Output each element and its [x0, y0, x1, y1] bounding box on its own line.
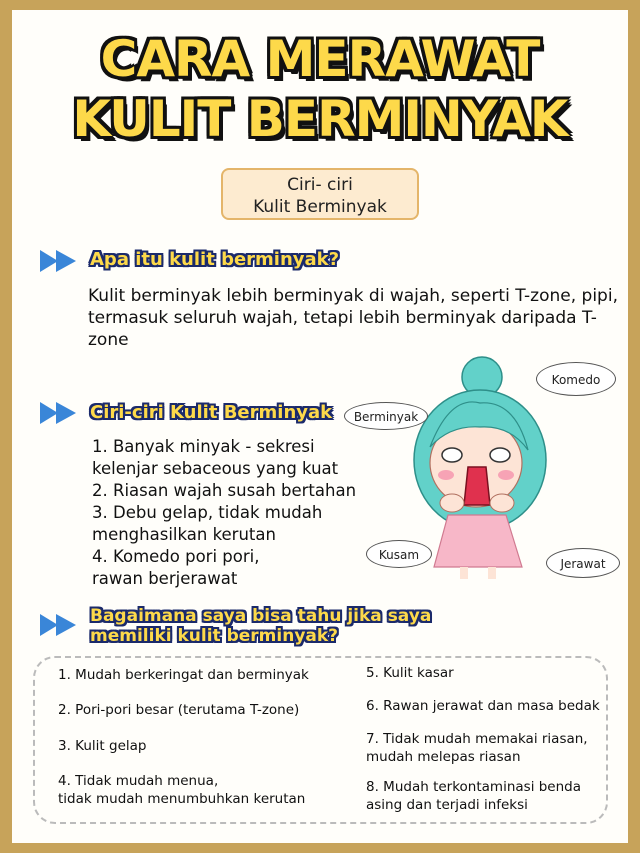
subtitle-badge: [221, 168, 419, 220]
bubble-berminyak: Berminyak: [344, 402, 428, 430]
checklist-item: 8. Mudah terkontaminasi benda asing dan terjadi infeksi: [366, 779, 582, 813]
bubble-kusam: Kusam: [366, 540, 432, 568]
badge-line-2: Kulit Berminyak: [253, 197, 387, 217]
checklist-item: 2. Pori-pori besar (terutama T-zone): [58, 702, 300, 718]
checklist-item: 4. Tidak mudah menua, tidak mudah menumbuhkan kerutan: [58, 773, 306, 807]
bubble-jerawat: Jerawat: [546, 548, 620, 578]
double-arrow-icon: [40, 248, 84, 274]
section-3-heading: Bagaimana saya bisa tahu jika saya memiliki kulit berminyak?: [90, 606, 432, 646]
checklist-item: 3. Kulit gelap: [58, 738, 147, 754]
section-1-text: Kulit berminyak lebih berminyak di wajah, seperti T-zone, pipi, termasuk seluruh wajah, tetapi lebih berminyak daripada T-zone: [88, 286, 618, 350]
section-2-heading: Ciri-ciri Kulit Berminyak: [90, 402, 333, 423]
double-arrow-icon: [40, 612, 84, 638]
double-arrow-icon: [40, 400, 84, 426]
badge-line-1: Ciri- ciri: [287, 175, 353, 195]
checklist-item: 1. Mudah berkeringat dan berminyak: [58, 667, 309, 683]
section-2-list: 1. Banyak minyak - sekresi kelenjar sebaceous yang kuat 2. Riasan wajah susah bertahan 3. Debu gelap, tidak mudah menghasilkan kerutan 4. Komedo pori pori, rawan berjerawat: [92, 437, 357, 588]
title-line-2: KULIT BERMINYAK: [72, 90, 568, 148]
checklist-item: 5. Kulit kasar: [366, 665, 454, 681]
section-1-heading: Apa itu kulit berminyak?: [90, 249, 340, 270]
cartoon-girl-illustration: [410, 355, 550, 580]
checklist-item: 7. Tidak mudah memakai riasan, mudah melepas riasan: [366, 731, 588, 765]
checklist-item: 6. Rawan jerawat dan masa bedak: [366, 698, 600, 714]
title-line-1: CARA MERAWAT: [100, 30, 540, 88]
bubble-komedo: Komedo: [536, 362, 616, 396]
